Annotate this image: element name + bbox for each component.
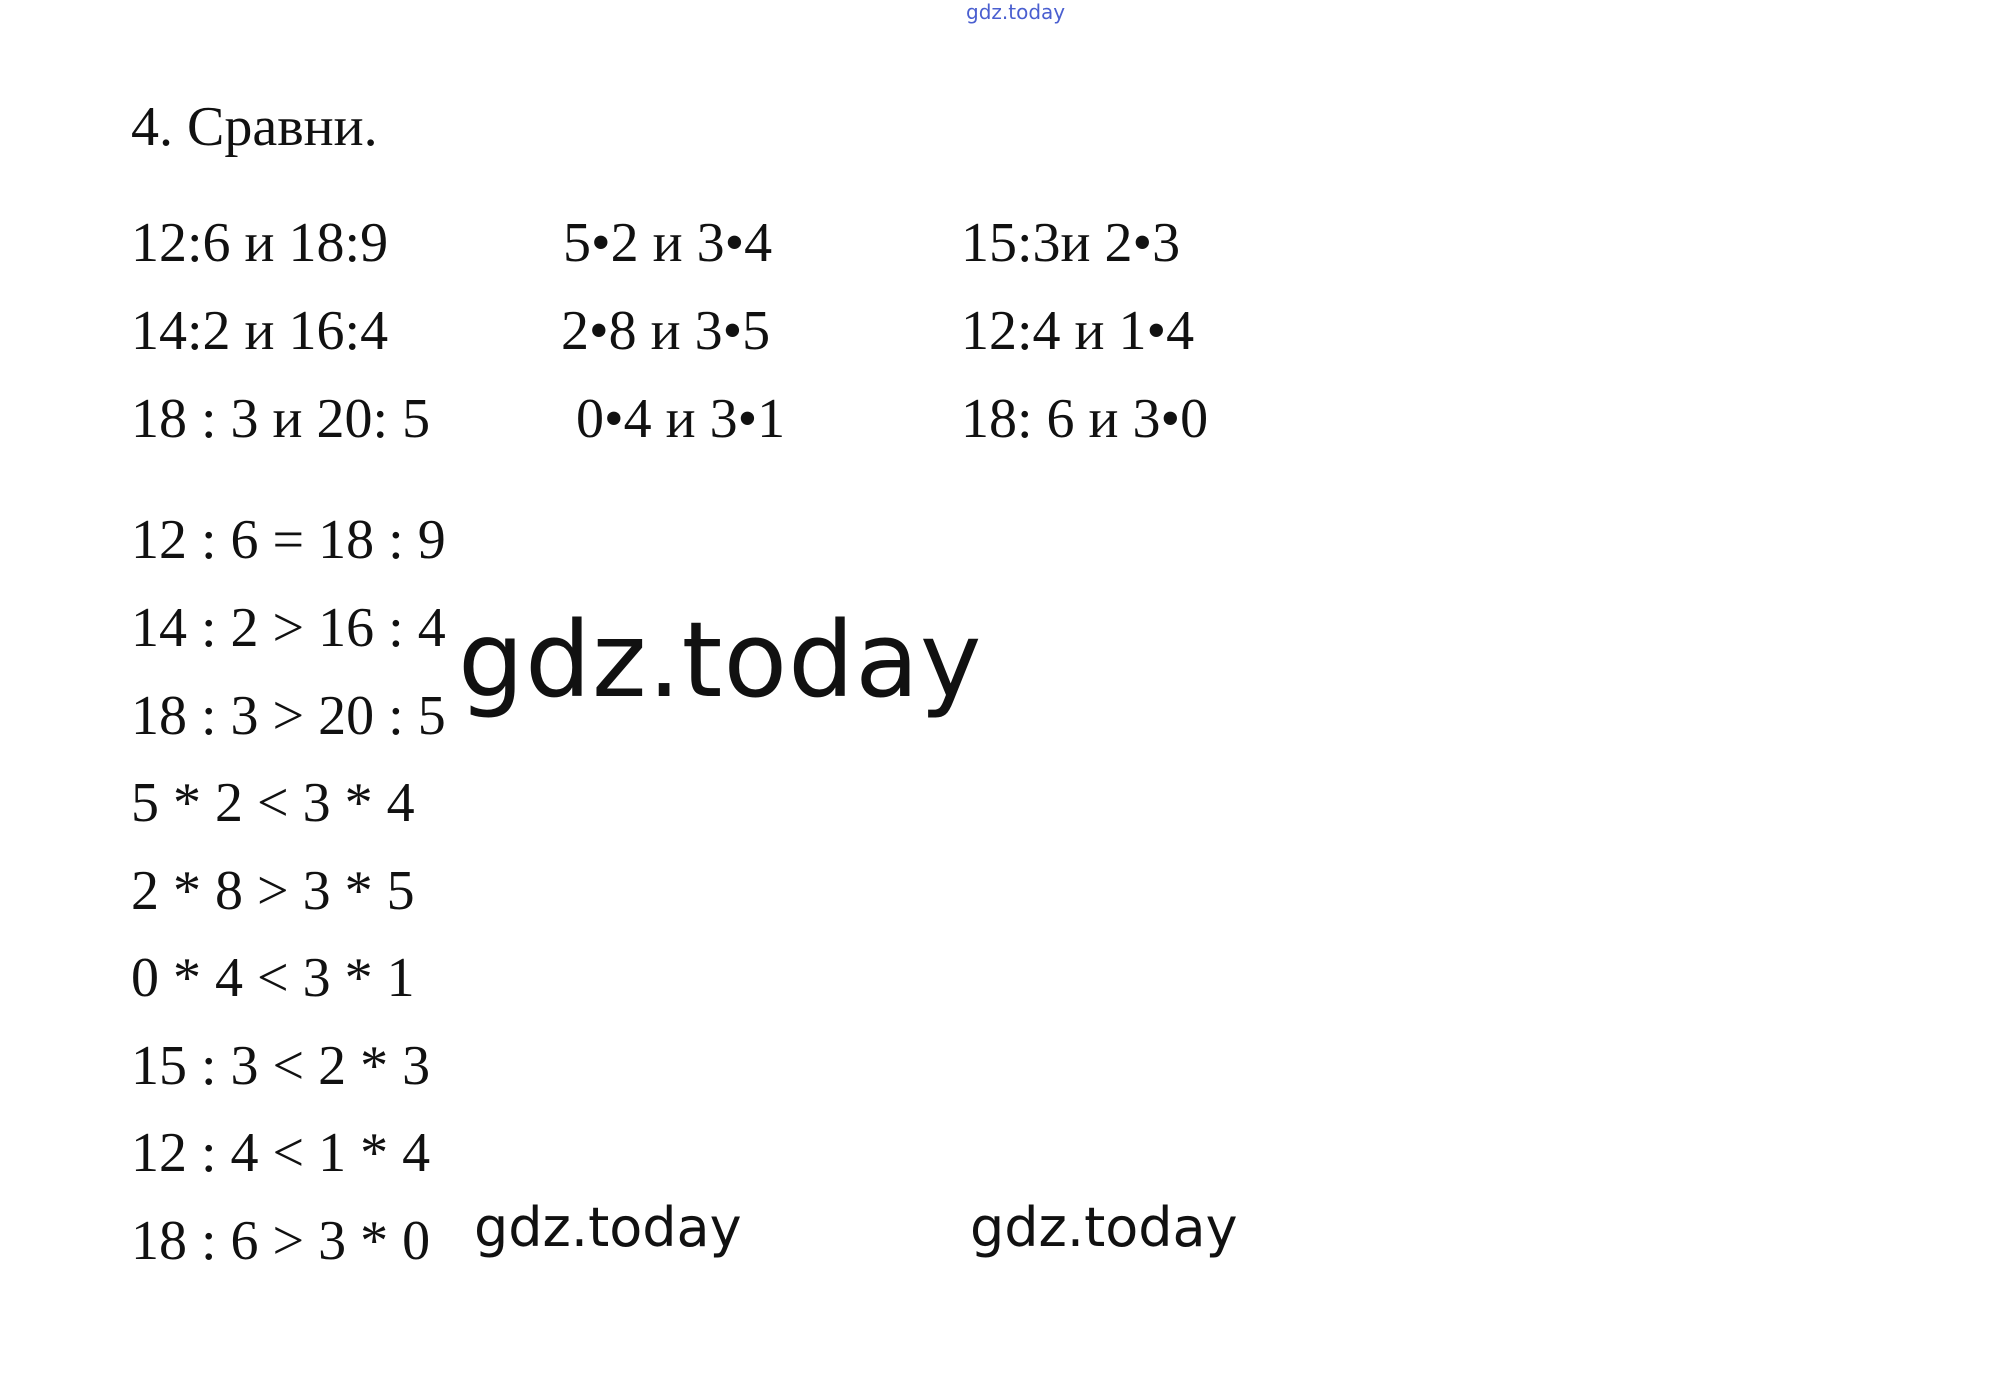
task-col1-1: 12:6 и 18:9 — [131, 212, 389, 274]
answer-9: 18 : 6 > 3 * 0 — [131, 1210, 431, 1272]
task-col3-3: 18: 6 и 3•0 — [961, 388, 1209, 450]
task-col2-1: 5•2 и 3•4 — [563, 212, 773, 274]
task-col2-3: 0•4 и 3•1 — [576, 388, 786, 450]
task-col1-2: 14:2 и 16:4 — [131, 300, 389, 362]
task-col3-1: 15:3и 2•3 — [961, 212, 1181, 274]
top-watermark: gdz.today — [966, 0, 1066, 24]
task-col1-3: 18 : 3 и 20: 5 — [131, 388, 431, 450]
watermark-large: gdz.today — [458, 599, 983, 721]
watermark-bottom-left: gdz.today — [474, 1196, 742, 1259]
answer-1: 12 : 6 = 18 : 9 — [131, 509, 446, 571]
task-col3-2: 12:4 и 1•4 — [961, 300, 1195, 362]
answer-2: 14 : 2 > 16 : 4 — [131, 597, 446, 659]
task-col2-2: 2•8 и 3•5 — [561, 300, 771, 362]
answer-5: 2 * 8 > 3 * 5 — [131, 860, 415, 922]
answer-6: 0 * 4 < 3 * 1 — [131, 947, 415, 1009]
answer-8: 12 : 4 < 1 * 4 — [131, 1122, 431, 1184]
answer-4: 5 * 2 < 3 * 4 — [131, 772, 415, 834]
watermark-bottom-right: gdz.today — [970, 1196, 1238, 1259]
answer-3: 18 : 3 > 20 : 5 — [131, 685, 446, 747]
answer-7: 15 : 3 < 2 * 3 — [131, 1035, 431, 1097]
exercise-title: 4. Сравни. — [131, 96, 378, 158]
